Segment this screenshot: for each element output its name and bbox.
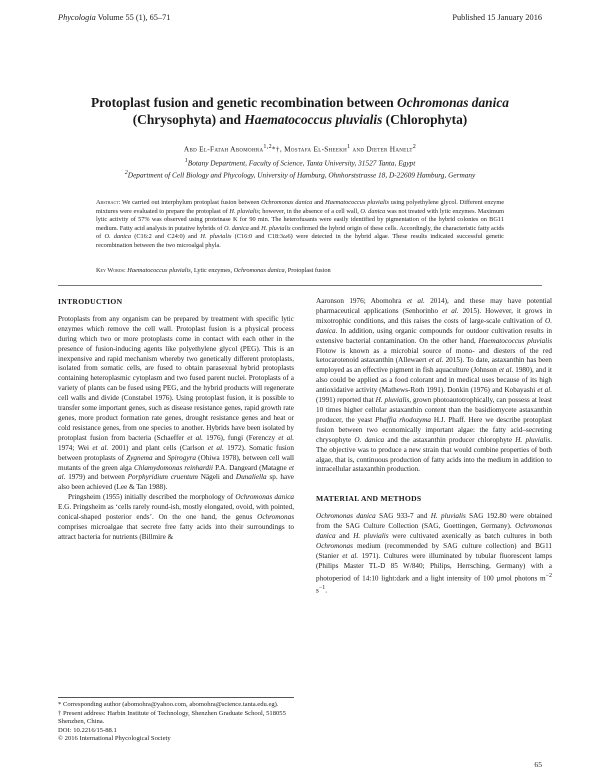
- affiliation-1: [58, 156, 542, 168]
- abstract-text: 6) were detected in the hybrid algae. These results indicated successful genetic recombination between the two microalgal phyla.: [96, 233, 504, 249]
- affiliation-mark: 1,2: [263, 144, 272, 150]
- title-text: Protoplast fusion and genetic recombination between: [91, 95, 397, 110]
- title-text: (Chlorophyta): [382, 112, 468, 127]
- keyword: Haematococcus pluvialis: [127, 267, 191, 274]
- species-name: H. pluvialis: [229, 207, 259, 215]
- volume-info: Volume 55 (1), 65–71: [97, 13, 171, 22]
- footnote-doi: DOI: 10.2216/15-88.1: [58, 726, 117, 734]
- abstract-text: ; however, in the absence of a cell wall,: [258, 207, 361, 215]
- title-species: Ochromonas danica: [397, 95, 509, 110]
- abstract-divider: [58, 285, 542, 286]
- paragraph: Pringsheim (1955) initially described the morphology of Ochromonas danica E.G. Pringsheim as ‘cells rarely round-ish, mostly elongated, ovoid, with pointed, conical-shaped posterior ends’. On the one hand, the genus Ochromonas comprises microalgae that secrete free fatty acids into their surroundings to attract bacteria for nutrients (Billmire &: [58, 493, 294, 541]
- section-heading-methods: MATERIAL AND METHODS: [316, 494, 422, 504]
- footnote-copyright: © 2016 International Phycological Society: [58, 735, 171, 743]
- section-heading-introduction: INTRODUCTION: [58, 297, 123, 306]
- affiliation-mark: 2: [124, 170, 128, 177]
- keywords: [96, 267, 504, 276]
- author-symbols: *†: [271, 144, 280, 154]
- paragraph: Aaronson 1976; Abomohra et al. 2014), and these may have potential pharmaceutical applications (Senhorinho et al. 2015). However, it grows in mixotrophic conditions, and this raises the costs of large-scale cultivation of O. danica. In addition, using organic compounds for outdoor cultivation results in extensive bacterial contamination. On the other hand, Haematococcus pluvialis Flotow is known as a microbial source of mono- and diesters of the red ketocarotenoid astaxanthin (Allewaert et al. 2015). To date, astaxanthin has been employed as an effective pigment in fish aquaculture (Johnson et al. 1980), and it also could be applied as a food colorant and in medical uses because of its high antioxidative activity (Mathews-Roth 1991). Donkin (1976) and Kobayashi et al. (1991) reported that H. pluvialis, grown photoautotrophically, can possess at least 10 times higher cellular astaxanthin content than the basidiomycete astaxanthin producer, the yeast Phaffia rhodozyma H.J. Phaff. Here we describe protoplast fusion between two economically important algae: the fatty acid–secreting chrysophyte O. danica and the astaxanthin producer chlorophyte H. pluvialis. The objective was to produce a new strain that would combine properties of both algae, that is, continuous production of fatty acids into the medium in addition to intracellular astaxanthin production.: [316, 297, 553, 474]
- species-name: H. pluvialis: [261, 224, 291, 232]
- affiliation-mark: 1: [347, 144, 351, 150]
- page-number: 65: [534, 760, 542, 769]
- abstract: [96, 199, 504, 251]
- species-name: O. danica: [104, 233, 131, 241]
- keyword: Ochromonas danica: [233, 267, 285, 274]
- affiliations: [58, 156, 542, 181]
- affiliation-2: [58, 168, 542, 180]
- affiliation-text: Botany Department, Faculty of Science, Tanta University, 31527 Tanta, Egypt: [187, 158, 416, 168]
- abstract-text: We carried out interphylum protoplast fusion between: [120, 199, 262, 206]
- author-name: Mostafa El-Sheekh: [284, 144, 348, 154]
- abstract-text: was not treated with lytic enzymes. Maximum lytic activity of 57% was observed using proteinase K for 90 min. The heterofusants were easily identified by pigmentation of the hybrid colonies on BG11 medium. Fatty acid analysis in putative hybrids of: [96, 207, 504, 232]
- keywords-label: Key Words:: [96, 267, 126, 274]
- affiliation-mark: 2: [412, 144, 417, 150]
- abstract-text: (C16:0 and C18:3: [231, 233, 284, 241]
- author-separator: and: [350, 144, 367, 154]
- abstract-text: confirmed the hybrid origin of these cells. Accordingly, the characteristic fatty acids of: [96, 224, 504, 241]
- title-text: (Chrysophyta) and: [132, 112, 245, 127]
- paragraph: Ochromonas danica SAG 933-7 and H. pluvialis SAG 192.80 were obtained from the SAG Culture Collection (SAG, Goettingen, Germany). Ochromonas danica and H. pluvialis were cultivated axenically as batch cultures in both Ochromonas medium (recommended by SAG culture collection) and BG11 (Stanier et al. 1971). Cultures were illuminated by tubular fluorescent lamps (Philips Master TL-D 85 W/840; Philips, Herrsching, Germany) with a photoperiod of 14:10 light:dark and a light intensity of 100 µmol photons $m^{-2}$ $s^{-1}$.: [316, 512, 553, 595]
- paragraph: Protoplasts from any organism can be prepared by treatment with specific lytic enzymes which remove the cell wall. Protoplast fusion is a physical process during which two or more protoplasts come in contact with each other in the presence of fusion-inducing agents like polyethylene glycol (PEG). This is an inexpensive and rapid mechanism whereby two genetically different protoplasts, isolated from somatic cells, are fused to obtain parasexual hybrid protoplasts containing heteroplasmic cytoplasm and two fused parent nuclei. Protoplasts of a variety of plants can be fused using PEG, and the hybrid products will regenerate cell walls and divide (Constabel 1976). Using protoplast fusion, it is possible to transfer some important genes, such as disease resistance genes, rapid growth rate genes, more product formation rate genes, drought resistance genes and heat or cold resistance genes, from one species to another. Hybrids have been isolated by protoplast fusion from bacteria (Schaeffer et al. 1976), fungi (Ferenczy et al. 1974; Wei et al. 2001) and plant cells (Carlson et al. 1972). Somatic fusion between protoplasts of Zygnema and Spirogyra (Ohiwa 1978), between cell wall mutants of the green alga Chlamydomonas reinhardii P.A. Dangeard (Matagne et al. 1979) and between Porphyridium cruentum Nägeli and Dunaliella sp. have also been achieved (Lee & Tan 1988).: [58, 314, 295, 492]
- right-column: [316, 297, 552, 596]
- running-header: [58, 12, 542, 23]
- abstract-text: (C16:2 and C24:0) and: [130, 233, 201, 241]
- abstract-text: using polyethylene glycol. Different enzyme mixtures were evaluated to prepare the protoplast of: [96, 199, 505, 215]
- species-name: O. danica: [360, 207, 386, 215]
- author-name: Dieter Hanelt: [366, 144, 413, 154]
- left-column: [58, 297, 294, 543]
- species-name: Haematococcus pluvialis: [325, 199, 389, 206]
- article-title: [60, 94, 540, 128]
- species-name: H. pluvialis: [200, 233, 232, 241]
- journal-citation: [58, 12, 170, 23]
- footnote-corresponding-author: * Corresponding author (abomohra@yahoo.com, abomohra@science.tanta.edu.eg).: [58, 701, 279, 708]
- species-name: O. danica: [223, 224, 249, 232]
- abstract-label: Abstract:: [96, 199, 121, 206]
- affiliation-text: Department of Cell Biology and Phycology, University of Hamburg, Ohnhorststrasse 18, D-22609 Hamburg, Germany: [127, 170, 476, 180]
- keyword: , Protoplast fusion: [284, 267, 331, 274]
- publication-date: Published 15 January 2016: [452, 13, 542, 22]
- abstract-text: and: [312, 199, 326, 206]
- keyword: , Lytic enzymes,: [190, 267, 234, 274]
- footnote-present-address: † Present address: Harbin Institute of Technology, Shenzhen Graduate School, 518055 Shenzhen, China.: [58, 709, 286, 726]
- title-species: Haematococcus pluvialis: [244, 112, 383, 127]
- footnotes: [58, 697, 294, 744]
- omega-symbol: ω: [283, 233, 288, 241]
- species-name: Ochromonas danica: [261, 199, 313, 206]
- author-name: Abd El-Fatah Abomohra: [183, 144, 264, 154]
- author-list: [58, 142, 542, 154]
- journal-name: Phycologia: [58, 13, 96, 22]
- abstract-text: and: [248, 224, 262, 232]
- affiliation-mark: 1: [184, 158, 188, 164]
- author-separator: ,: [279, 144, 285, 154]
